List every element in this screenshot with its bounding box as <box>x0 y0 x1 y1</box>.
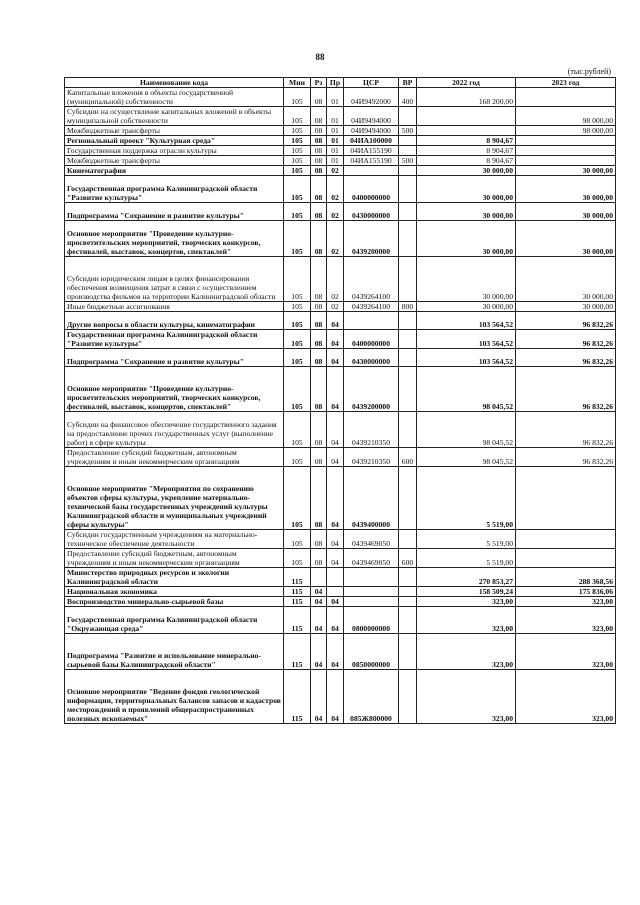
cell-min: 105 <box>284 549 311 568</box>
cell-rz: 04 <box>311 607 327 634</box>
cell-y2022: 30 000,00 <box>417 302 516 312</box>
cell-pr: 04 <box>327 670 344 724</box>
table-row <box>65 670 616 724</box>
cell-name: Основное мероприятие "Ведение фондов геологической информации, территориальных балансов запасов и кадастров месторождений и проявлений общераспространенных полезных ископаемых" <box>65 670 284 724</box>
table-row <box>65 330 616 349</box>
cell-y2023: 323,00 <box>516 634 616 670</box>
table-row <box>65 136 616 146</box>
cell-name: Предоставление субсидий бюджетным, автономным учреждениям и иным некоммерческим организациям <box>65 549 284 568</box>
cell-pr: 04 <box>327 367 344 412</box>
cell-pr: 01 <box>327 146 344 156</box>
cell-pr: 04 <box>327 448 344 467</box>
cell-name: Основное мероприятие "Проведение культурно-просветительских мероприятий, творческих конкурсов, фестивалей, выставок, концертов, спектаклей" <box>65 221 284 257</box>
cell-y2023: 323,00 <box>516 597 616 607</box>
cell-name: Государственная программа Калининградской области "Окружающая среда" <box>65 607 284 634</box>
cell-pr: 04 <box>327 530 344 549</box>
cell-rz: 04 <box>311 670 327 724</box>
cell-pr: 04 <box>327 597 344 607</box>
cell-rz: 08 <box>311 136 327 146</box>
cell-rz <box>311 568 327 587</box>
cell-vr <box>399 587 417 597</box>
cell-y2022: 30 000,00 <box>417 203 516 221</box>
cell-name: Государственная поддержка отрасли культуры <box>65 146 284 156</box>
header-csr: ЦСР <box>344 78 399 88</box>
cell-y2023: 96 832,26 <box>516 330 616 349</box>
cell-min: 105 <box>284 203 311 221</box>
table-row <box>65 568 616 587</box>
table-row <box>65 587 616 597</box>
cell-pr <box>327 568 344 587</box>
cell-csr: 0439469050 <box>344 549 399 568</box>
cell-csr <box>344 312 399 330</box>
cell-y2023: 288 368,56 <box>516 568 616 587</box>
cell-y2023 <box>516 156 616 166</box>
cell-vr <box>399 349 417 367</box>
cell-vr <box>399 607 417 634</box>
cell-csr: 0439400000 <box>344 467 399 530</box>
cell-vr: 600 <box>399 549 417 568</box>
cell-name: Министерство природных ресурсов и экологии Калининградской области <box>65 568 284 587</box>
cell-vr: 500 <box>399 156 417 166</box>
cell-y2023: 30 000,00 <box>516 176 616 203</box>
cell-rz: 08 <box>311 221 327 257</box>
header-vr: ВР <box>399 78 417 88</box>
units-label: (тыс.рублей) <box>567 67 611 76</box>
table-body <box>65 88 616 724</box>
cell-pr: 02 <box>327 203 344 221</box>
cell-y2022: 98 045,52 <box>417 367 516 412</box>
cell-pr: 04 <box>327 467 344 530</box>
cell-csr: 0439264100 <box>344 302 399 312</box>
header-min: Мин <box>284 78 311 88</box>
cell-csr: 04И9494000 <box>344 107 399 126</box>
cell-min: 105 <box>284 467 311 530</box>
cell-min: 105 <box>284 367 311 412</box>
cell-pr: 01 <box>327 136 344 146</box>
cell-pr: 02 <box>327 221 344 257</box>
cell-min: 105 <box>284 349 311 367</box>
cell-min: 105 <box>284 176 311 203</box>
cell-y2023 <box>516 530 616 549</box>
cell-pr: 02 <box>327 257 344 302</box>
cell-pr <box>327 587 344 597</box>
cell-rz: 08 <box>311 302 327 312</box>
cell-rz: 08 <box>311 166 327 176</box>
cell-csr: 0430000000 <box>344 203 399 221</box>
cell-pr: 02 <box>327 176 344 203</box>
cell-vr <box>399 412 417 448</box>
cell-name: Воспроизводство минерально-сырьевой базы <box>65 597 284 607</box>
cell-rz: 08 <box>311 330 327 349</box>
cell-y2023 <box>516 467 616 530</box>
table-row <box>65 126 616 136</box>
cell-rz: 08 <box>311 312 327 330</box>
table-row <box>65 607 616 634</box>
cell-name: Основное мероприятие "Мероприятия по сохранению объектов сферы культуры, укрепление материально-технической базы государственных учреждений культуры Калининградской области и муниципальных учреждений сферы культуры" <box>65 467 284 530</box>
cell-min: 115 <box>284 597 311 607</box>
table-row <box>65 412 616 448</box>
cell-vr <box>399 107 417 126</box>
cell-y2022: 5 519,00 <box>417 549 516 568</box>
cell-y2023: 96 832,26 <box>516 448 616 467</box>
cell-min: 105 <box>284 146 311 156</box>
cell-min: 105 <box>284 136 311 146</box>
cell-min: 115 <box>284 670 311 724</box>
budget-table <box>64 77 616 724</box>
cell-y2022 <box>417 126 516 136</box>
cell-csr <box>344 568 399 587</box>
cell-vr <box>399 530 417 549</box>
header-rz: Рз <box>311 78 327 88</box>
table-row <box>65 302 616 312</box>
cell-min: 115 <box>284 607 311 634</box>
cell-y2022: 98 045,52 <box>417 412 516 448</box>
cell-min: 105 <box>284 257 311 302</box>
cell-vr <box>399 634 417 670</box>
cell-y2022: 323,00 <box>417 634 516 670</box>
cell-name: Иные бюджетные ассигнования <box>65 302 284 312</box>
cell-y2023: 98 000,00 <box>516 126 616 136</box>
cell-min: 105 <box>284 126 311 136</box>
table-row <box>65 203 616 221</box>
cell-y2023: 323,00 <box>516 670 616 724</box>
table-header <box>65 78 616 88</box>
cell-rz: 08 <box>311 448 327 467</box>
cell-y2023: 96 832,26 <box>516 412 616 448</box>
cell-y2022: 30 000,00 <box>417 221 516 257</box>
cell-pr: 01 <box>327 88 344 107</box>
cell-rz: 08 <box>311 549 327 568</box>
cell-vr <box>399 221 417 257</box>
cell-name: Межбюджетные трансферты <box>65 126 284 136</box>
page-number: 88 <box>315 52 325 62</box>
table-row <box>65 634 616 670</box>
cell-min: 105 <box>284 302 311 312</box>
cell-rz: 08 <box>311 467 327 530</box>
header-2022: 2022 год <box>417 78 516 88</box>
table-row <box>65 221 616 257</box>
cell-name: Региональный проект "Культурная среда" <box>65 136 284 146</box>
cell-rz: 08 <box>311 107 327 126</box>
cell-y2022: 30 000,00 <box>417 176 516 203</box>
cell-min: 115 <box>284 568 311 587</box>
table-row <box>65 349 616 367</box>
cell-name: Национальная экономика <box>65 587 284 597</box>
cell-vr <box>399 166 417 176</box>
cell-csr: 0400000000 <box>344 330 399 349</box>
cell-rz: 08 <box>311 126 327 136</box>
cell-y2023: 30 000,00 <box>516 166 616 176</box>
cell-csr: 0439200000 <box>344 221 399 257</box>
cell-y2022: 103 564,52 <box>417 312 516 330</box>
cell-y2022: 323,00 <box>417 670 516 724</box>
table-row <box>65 530 616 549</box>
cell-vr: 600 <box>399 448 417 467</box>
table-row <box>65 156 616 166</box>
cell-name: Подпрограмма "Сохранение и развитие культуры" <box>65 203 284 221</box>
cell-csr: 0800000000 <box>344 607 399 634</box>
cell-name: Субсидии на осуществление капитальных вложений в объекты муниципальной собственности <box>65 107 284 126</box>
cell-min: 105 <box>284 166 311 176</box>
cell-pr: 02 <box>327 166 344 176</box>
header-name: Наименование кода <box>65 78 284 88</box>
cell-pr: 04 <box>327 634 344 670</box>
cell-y2023 <box>516 136 616 146</box>
cell-min: 105 <box>284 330 311 349</box>
cell-pr: 04 <box>327 607 344 634</box>
cell-y2022: 158 509,24 <box>417 587 516 597</box>
table-row <box>65 88 616 107</box>
cell-csr: 04И9492000 <box>344 88 399 107</box>
table-row <box>65 257 616 302</box>
table-row <box>65 467 616 530</box>
table-row <box>65 176 616 203</box>
cell-csr: 0439264100 <box>344 257 399 302</box>
cell-min: 115 <box>284 587 311 597</box>
cell-y2022: 323,00 <box>417 607 516 634</box>
cell-rz: 08 <box>311 156 327 166</box>
cell-name: Предоставление субсидий бюджетным, автономным учреждениям и иным некоммерческим организациям <box>65 448 284 467</box>
cell-pr: 02 <box>327 302 344 312</box>
cell-pr: 04 <box>327 412 344 448</box>
cell-min: 105 <box>284 88 311 107</box>
header-row <box>65 78 616 88</box>
cell-name: Другие вопросы в области культуры, кинематографии <box>65 312 284 330</box>
cell-vr <box>399 367 417 412</box>
cell-vr <box>399 146 417 156</box>
cell-y2022: 30 000,00 <box>417 166 516 176</box>
cell-rz: 04 <box>311 597 327 607</box>
cell-csr <box>344 166 399 176</box>
cell-y2023: 175 836,06 <box>516 587 616 597</box>
cell-rz: 04 <box>311 634 327 670</box>
table-row <box>65 448 616 467</box>
cell-rz: 08 <box>311 88 327 107</box>
cell-y2022: 168 200,00 <box>417 88 516 107</box>
cell-y2022: 98 045,52 <box>417 448 516 467</box>
cell-vr <box>399 312 417 330</box>
cell-vr <box>399 203 417 221</box>
cell-vr: 400 <box>399 88 417 107</box>
cell-rz: 08 <box>311 530 327 549</box>
cell-csr: 0439200000 <box>344 367 399 412</box>
cell-csr: 0439469050 <box>344 530 399 549</box>
cell-vr <box>399 176 417 203</box>
cell-name: Основное мероприятие "Проведение культурно-просветительских мероприятий, творческих конкурсов, фестивалей, выставок, концертов, спектаклей" <box>65 367 284 412</box>
cell-y2022: 30 000,00 <box>417 257 516 302</box>
cell-name: Государственная программа Калининградской области "Развитие культуры" <box>65 330 284 349</box>
cell-csr: 0400000000 <box>344 176 399 203</box>
cell-vr <box>399 257 417 302</box>
cell-y2022: 323,00 <box>417 597 516 607</box>
cell-vr <box>399 136 417 146</box>
cell-y2023: 98 000,00 <box>516 107 616 126</box>
cell-y2022 <box>417 107 516 126</box>
cell-y2022: 103 564,52 <box>417 330 516 349</box>
cell-rz: 08 <box>311 146 327 156</box>
table-row <box>65 166 616 176</box>
cell-name: Подпрограмма "Развитие и использование минерально-сырьевой базы Калининградской области" <box>65 634 284 670</box>
cell-csr: 04ИА100000 <box>344 136 399 146</box>
cell-rz: 08 <box>311 203 327 221</box>
cell-vr <box>399 597 417 607</box>
cell-rz: 08 <box>311 349 327 367</box>
cell-rz: 04 <box>311 587 327 597</box>
cell-vr <box>399 568 417 587</box>
cell-y2023: 96 832,26 <box>516 312 616 330</box>
cell-rz: 08 <box>311 257 327 302</box>
cell-name: Субсидии юридическим лицам в целях финансирования обеспечения возмещения затрат в связи с осуществлением производства фильмов на территории Калининградской области <box>65 257 284 302</box>
cell-pr: 01 <box>327 126 344 136</box>
cell-pr: 01 <box>327 107 344 126</box>
cell-min: 105 <box>284 412 311 448</box>
cell-csr <box>344 597 399 607</box>
cell-y2023: 96 832,26 <box>516 349 616 367</box>
cell-rz: 08 <box>311 412 327 448</box>
cell-csr: 0430000000 <box>344 349 399 367</box>
cell-y2023 <box>516 549 616 568</box>
cell-csr <box>344 587 399 597</box>
cell-min: 105 <box>284 221 311 257</box>
cell-min: 105 <box>284 530 311 549</box>
cell-min: 105 <box>284 448 311 467</box>
cell-y2023: 30 000,00 <box>516 203 616 221</box>
cell-csr: 0850000000 <box>344 634 399 670</box>
table-row <box>65 597 616 607</box>
cell-y2022: 270 853,27 <box>417 568 516 587</box>
cell-y2022: 5 519,00 <box>417 530 516 549</box>
cell-y2022: 103 564,52 <box>417 349 516 367</box>
cell-y2022: 8 904,67 <box>417 146 516 156</box>
cell-name: Субсидии на финансовое обеспечение государственного задания на предоставление прочих государственных услуг (выполнение работ) в сфере культуры <box>65 412 284 448</box>
cell-pr: 04 <box>327 349 344 367</box>
cell-y2023: 96 832,26 <box>516 367 616 412</box>
cell-y2023: 323,00 <box>516 607 616 634</box>
cell-min: 105 <box>284 107 311 126</box>
table-row <box>65 367 616 412</box>
table-row <box>65 107 616 126</box>
cell-pr: 01 <box>327 156 344 166</box>
header-2023: 2023 год <box>516 78 616 88</box>
cell-csr: 04ИА155190 <box>344 156 399 166</box>
cell-y2023: 30 000,00 <box>516 302 616 312</box>
cell-csr: 04ИА155190 <box>344 146 399 156</box>
cell-csr: 0439210350 <box>344 448 399 467</box>
cell-y2022: 8 904,67 <box>417 136 516 146</box>
cell-y2023: 30 000,00 <box>516 257 616 302</box>
cell-min: 105 <box>284 312 311 330</box>
cell-y2022: 5 519,00 <box>417 467 516 530</box>
cell-name: Межбюджетные трансферты <box>65 156 284 166</box>
cell-y2022: 8 904,67 <box>417 156 516 166</box>
cell-min: 105 <box>284 156 311 166</box>
table-row <box>65 549 616 568</box>
cell-pr: 04 <box>327 549 344 568</box>
cell-name: Капитальные вложения в объекты государственной (муниципальной) собственности <box>65 88 284 107</box>
table-row <box>65 312 616 330</box>
cell-vr <box>399 670 417 724</box>
cell-pr: 04 <box>327 330 344 349</box>
cell-y2023 <box>516 88 616 107</box>
cell-vr: 800 <box>399 302 417 312</box>
cell-name: Субсидии государственным учреждениям на материально-техническое обеспечение деятельности <box>65 530 284 549</box>
cell-y2023: 30 000,00 <box>516 221 616 257</box>
cell-csr: 085Ж800000 <box>344 670 399 724</box>
header-pr: Пр <box>327 78 344 88</box>
table-row <box>65 146 616 156</box>
cell-rz: 08 <box>311 176 327 203</box>
cell-vr <box>399 330 417 349</box>
cell-vr: 500 <box>399 126 417 136</box>
cell-rz: 08 <box>311 367 327 412</box>
cell-csr: 0439210350 <box>344 412 399 448</box>
cell-pr: 04 <box>327 312 344 330</box>
cell-name: Кинематография <box>65 166 284 176</box>
cell-vr <box>399 467 417 530</box>
cell-name: Подпрограмма "Сохранение и развитие культуры" <box>65 349 284 367</box>
cell-name: Государственная программа Калининградской области "Развитие культуры" <box>65 176 284 203</box>
cell-min: 115 <box>284 634 311 670</box>
cell-y2023 <box>516 146 616 156</box>
cell-csr: 04И9494000 <box>344 126 399 136</box>
